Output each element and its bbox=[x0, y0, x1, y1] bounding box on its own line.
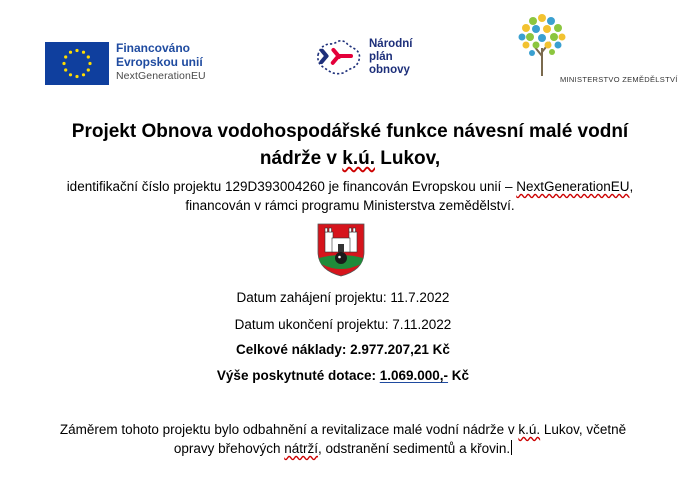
eu-flag-icon bbox=[45, 42, 109, 85]
ministry-label: MINISTERSTVO ZEMĚDĚLSTVÍ bbox=[560, 75, 678, 84]
project-start-date: Datum zahájení projektu: 11.7.2022 bbox=[236, 290, 450, 305]
text-cursor bbox=[511, 440, 512, 455]
npo-logo-line3: obnovy bbox=[369, 64, 410, 76]
description-line2: opravy břehových nátrží, odstranění sedimentů a křovin. bbox=[173, 441, 511, 456]
tree-icon bbox=[516, 12, 568, 77]
npo-logo-line2: plán bbox=[369, 51, 393, 63]
npo-logo bbox=[315, 35, 412, 80]
grant-value: 1.069.000,- bbox=[379, 368, 449, 383]
grant-amount: Výše poskytnuté dotace: 1.069.000,- Kč bbox=[216, 368, 470, 383]
eu-funding-logo bbox=[45, 42, 206, 85]
eu-logo-line3: NextGenerationEU bbox=[116, 70, 206, 82]
description-line1: Záměrem tohoto projektu bylo odbahnění a revitalizace malé vodní nádrže v k.ú. Lukov, včetně bbox=[59, 422, 627, 437]
npo-logo-line1: Národní bbox=[369, 38, 413, 50]
document-title-line1: Projekt Obnova vodohospodářské funkce návesní malé vodní bbox=[71, 121, 629, 142]
npo-arrow-icon bbox=[315, 35, 365, 80]
eu-logo-line2: Evropskou unií bbox=[116, 55, 203, 69]
coat-of-arms-icon bbox=[316, 222, 366, 277]
intro-line1: identifikační číslo projektu 129D393004260 je financován Evropskou unií – NextGenerationEU, bbox=[66, 179, 634, 194]
intro-line2: financován v rámci programu Ministerstva zemědělství. bbox=[185, 198, 515, 213]
total-cost: Celkové náklady: 2.977.207,21 Kč bbox=[236, 342, 450, 357]
logo-bar bbox=[0, 0, 700, 95]
project-end-date: Datum ukončení projektu: 7.11.2022 bbox=[234, 317, 452, 332]
ministry-logo bbox=[512, 12, 678, 87]
document-title-line2: nádrže v k.ú. Lukov, bbox=[259, 148, 441, 169]
eu-logo-line1: Financováno bbox=[116, 41, 191, 55]
